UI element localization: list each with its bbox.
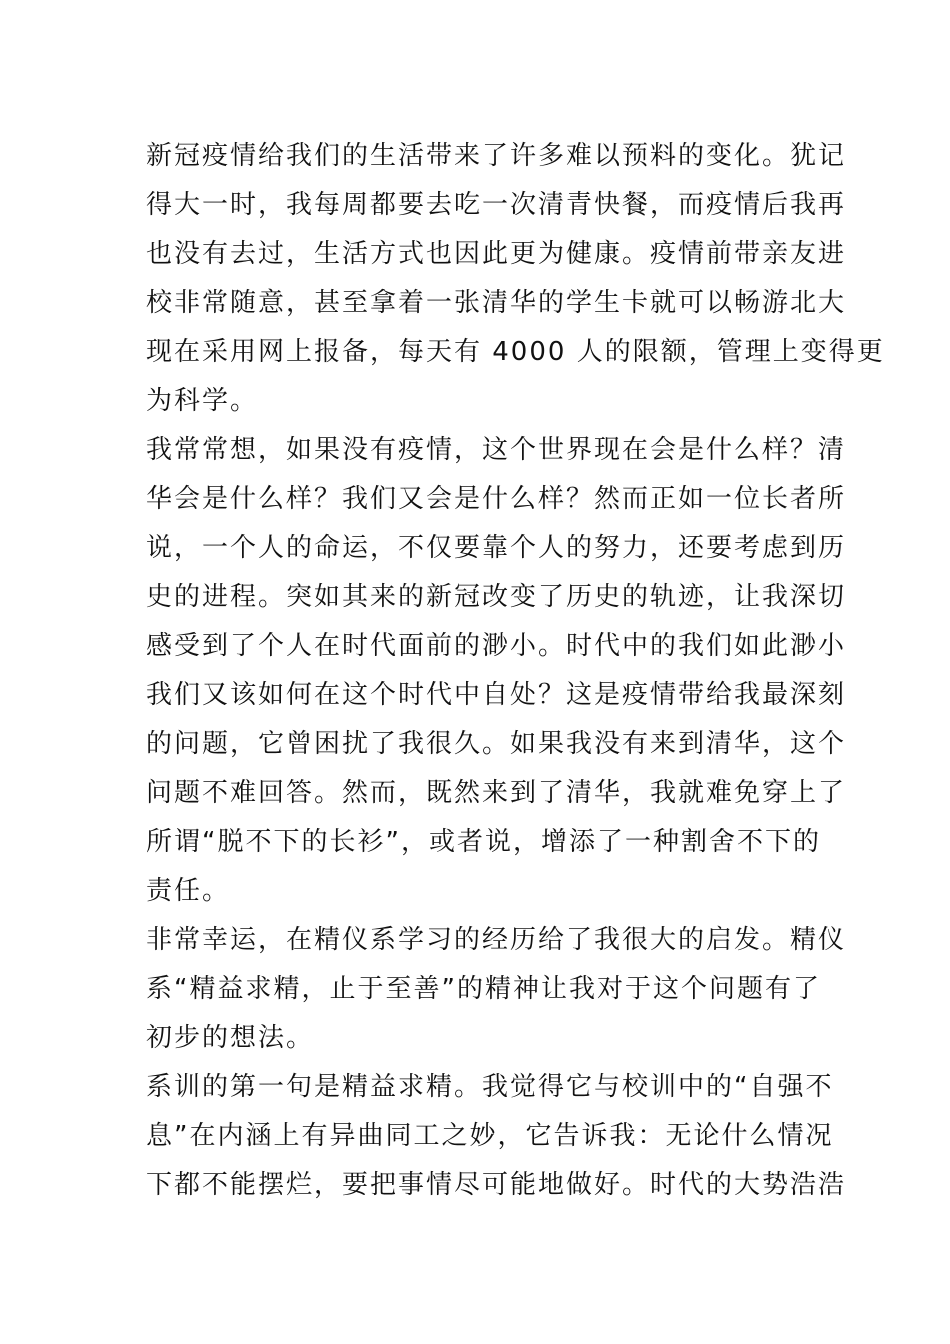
- text-line: 感受到了个人在时代面前的渺小。时代中的我们如此渺小: [146, 631, 847, 661]
- text-line: 为科学。: [146, 386, 259, 416]
- text-line: 非常幸运，在精仪系学习的经历给了我很大的启发。精仪: [146, 925, 847, 955]
- text-line: 初步的想法。: [146, 1023, 315, 1053]
- text-line: 新冠疫情给我们的生活带来了许多难以预料的变化。犹记: [146, 141, 847, 171]
- text-line: 我们又该如何在这个时代中自处？这是疫情带给我最深刻: [146, 680, 847, 710]
- text-line: 下都不能摆烂，要把事情尽可能地做好。时代的大势浩浩: [146, 1170, 847, 1200]
- text-line: 得大一时，我每周都要去吃一次清青快餐，而疫情后我再: [146, 190, 847, 220]
- text-line: 所谓“脱不下的长衫”，或者说，增添了一种割舍不下的: [146, 827, 821, 857]
- text-line: 问题不难回答。然而，既然来到了清华，我就难免穿上了: [146, 778, 847, 808]
- text-line: 也没有去过，生活方式也因此更为健康。疫情前带亲友进: [146, 239, 847, 269]
- text-line: 系“精益求精，止于至善”的精神让我对于这个问题有了: [146, 974, 821, 1004]
- document-body: [146, 132, 885, 1210]
- text-line: 史的进程。突如其来的新冠改变了历史的轨迹，让我深切: [146, 582, 847, 612]
- text-line: 息”在内涵上有异曲同工之妙，它告诉我：无论什么情况: [146, 1121, 834, 1151]
- text-line: 华会是什么样？我们又会是什么样？然而正如一位长者所: [146, 484, 847, 514]
- text-line: 说，一个人的命运，不仅要靠个人的努力，还要考虑到历: [146, 533, 847, 563]
- text-line: 的问题，它曾困扰了我很久。如果我没有来到清华，这个: [146, 729, 847, 759]
- text-line: 系训的第一句是精益求精。我觉得它与校训中的“自强不: [146, 1072, 834, 1102]
- text-line: 责任。: [146, 876, 231, 906]
- text-line: 现在采用网上报备，每天有 4000 人的限额，管理上变得更: [146, 337, 885, 367]
- text-line: 校非常随意，甚至拿着一张清华的学生卡就可以畅游北大: [146, 288, 847, 318]
- text-line: 我常常想，如果没有疫情，这个世界现在会是什么样？清: [146, 435, 847, 465]
